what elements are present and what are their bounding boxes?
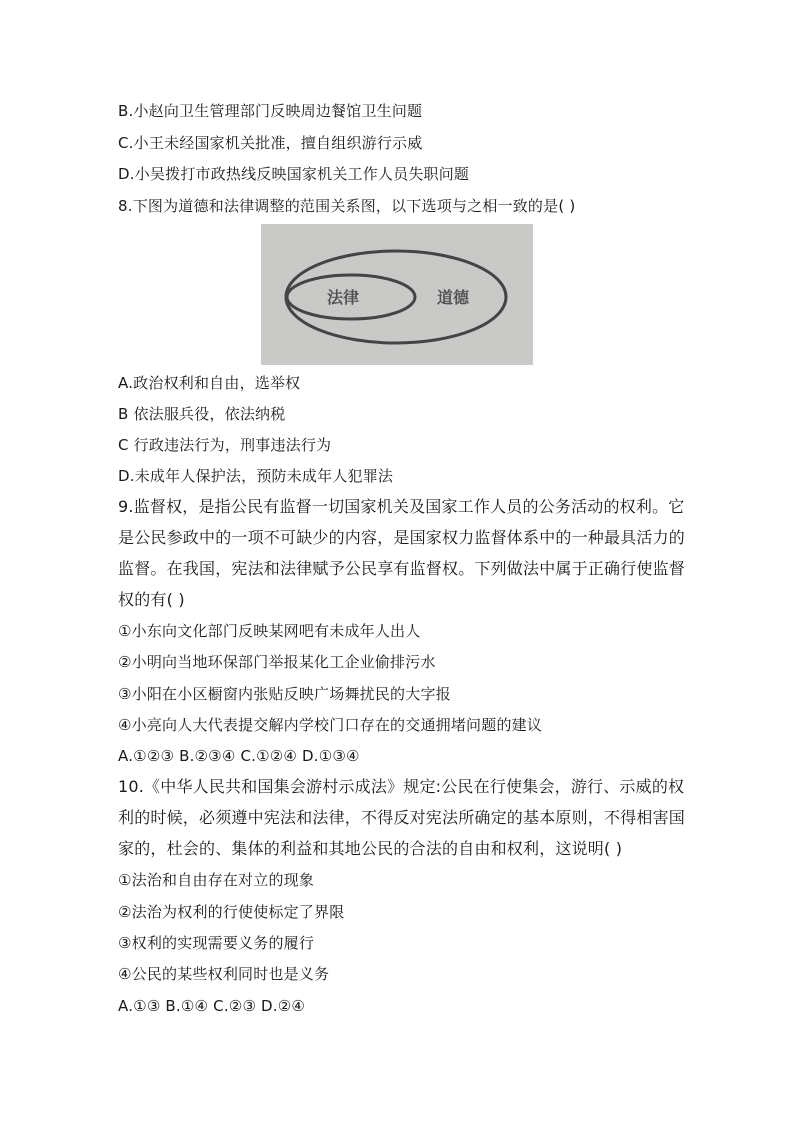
statement-9-4: ④小亮向人大代表提交解内学校门口存在的交通拥堵问题的建议 [118, 716, 543, 734]
question-9-line-4: 权的有( ) [118, 590, 185, 609]
statement-10-4: ④公民的某些权利同时也是义务 [118, 965, 330, 983]
question-10-line-1: 10.《中华人民共和国集会游村示成法》规定:公民在行使集会，游行、示威的权 [118, 777, 685, 796]
morality-label: 道德 [437, 288, 470, 307]
question-10-line-2: 利的时候，必须遵中宪法和法律，不得反对宪法所确定的基本原则，不得相害国 [118, 808, 686, 827]
question-9-line-3: 监督。在我国，宪法和法律赋予公民享有监督权。下列做法中属于正确行使监督 [118, 559, 686, 578]
statement-10-1: ①法治和自由存在对立的现象 [118, 871, 315, 889]
option-8b-prev: B.小赵向卫生管理部门反映周边餐馆卫生问题 [118, 102, 423, 120]
statement-10-3: ③权利的实现需要义务的履行 [118, 934, 315, 952]
statement-9-3: ③小阳在小区橱窗内张贴反映广场舞扰民的大字报 [118, 685, 451, 703]
question-10-line-3: 家的，杜会的、集体的利益和其地公民的合法的自由和权利，这说明( ) [118, 839, 623, 858]
statement-9-1: ①小东向文化部门反映某网吧有未成年人出人 [118, 622, 421, 640]
question-9-line-2: 是公民参政中的一项不可缺少的内容，是国家权力监督体系中的一种最具活力的 [118, 528, 686, 547]
statement-9-2: ②小明向当地环保部门举报某化工企业偷排污水 [118, 653, 436, 671]
answers-9: A.①②③ B.②③④ C.①②④ D.①③④ [118, 747, 360, 765]
law-label: 法律 [327, 288, 360, 307]
option-8d: D.未成年人保护法，预防未成年人犯罪法 [118, 467, 394, 485]
option-8a: A.政治权利和自由，选举权 [118, 374, 301, 392]
question-8-stem: 8.下图为道德和法律调整的范围关系图，以下选项与之相一致的是( ) [118, 197, 576, 215]
morality-law-venn-diagram [261, 224, 533, 365]
statement-10-2: ②法治为权利的行使使标定了界限 [118, 903, 345, 921]
option-8b: B 依法服兵役，依法纳税 [118, 405, 286, 423]
option-8c: C 行政违法行为，刑事违法行为 [118, 436, 332, 454]
option-d-prev: D.小吴拨打市政热线反映国家机关工作人员失职问题 [118, 165, 470, 183]
outer-ellipse-morality [286, 251, 506, 343]
answers-10: A.①③ B.①④ C.②③ D.②④ [118, 997, 306, 1015]
question-9-line-1: 9.监督权，是指公民有监督一切国家机关及国家工作人员的公务活动的权利。它 [118, 497, 685, 516]
option-c-prev: C.小王未经国家机关批准，擅自组织游行示威 [118, 134, 423, 152]
